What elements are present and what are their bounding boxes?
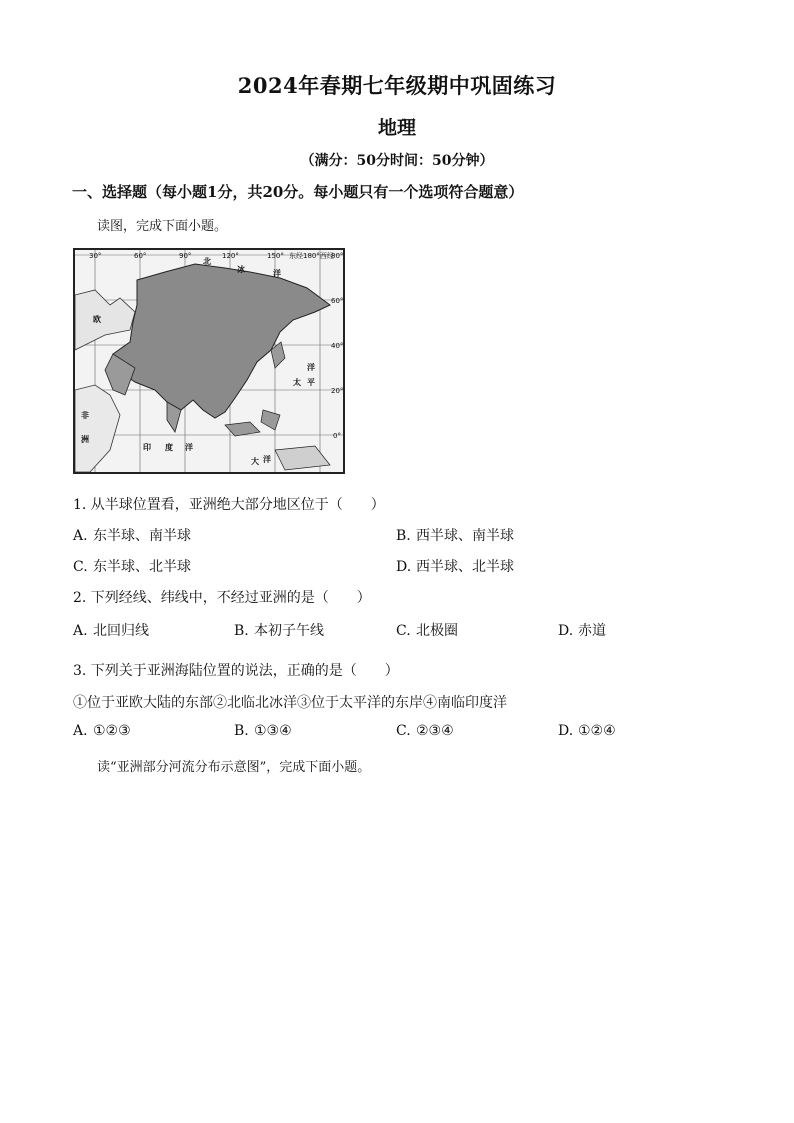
option-text: 北回归线 (93, 623, 149, 639)
option-letter: B. (396, 528, 411, 544)
question-2-stem: 2. 下列经线、纬线中，不经过亚洲的是（ ） (73, 590, 371, 606)
option-text: ①②③ (93, 723, 131, 739)
q2-option-d[interactable] (558, 620, 606, 640)
lat-label-80: 80° (331, 252, 343, 260)
lon-label-30: 30° (89, 252, 102, 260)
option-letter: A. (73, 528, 88, 544)
map-intro: 读图，完成下面小题。 (97, 219, 228, 234)
lon-label-150: 150° (267, 252, 284, 260)
option-letter: B. (234, 723, 249, 739)
option-text: 本初子午线 (254, 623, 324, 639)
option-text: 东半球、南半球 (93, 528, 191, 544)
q3-option-b[interactable] (234, 723, 292, 739)
option-letter: B. (234, 623, 249, 639)
option-text: ①②④ (578, 723, 616, 739)
option-letter: C. (396, 723, 411, 739)
document-title: 2024年春期七年级期中巩固练习 (237, 73, 557, 98)
q2-option-c[interactable] (396, 620, 458, 640)
option-text: 东半球、北半球 (93, 559, 191, 575)
q2-option-a[interactable] (73, 620, 149, 640)
q1-option-b[interactable] (396, 525, 514, 545)
map-word-da: 大 (251, 457, 259, 466)
map-word-yang1: 洋 (273, 269, 281, 278)
q3-option-c[interactable] (396, 723, 454, 739)
option-text: 西半球、北半球 (416, 559, 514, 575)
lon-label-180: 东经180°西经 (289, 252, 334, 260)
section-heading: 一、选择题（每小题1分，共20分。每小题只有一个选项符合题意） (72, 183, 524, 201)
map-word-bing: 冰 (237, 265, 245, 274)
option-text: 西半球、南半球 (416, 528, 514, 544)
lon-label-120: 120° (222, 252, 239, 260)
map-word-yang2: 洋 (307, 363, 315, 372)
q3-option-a[interactable] (73, 723, 131, 739)
option-letter: D. (558, 623, 574, 639)
map-word-yang4: 洋 (263, 455, 271, 464)
lat-label-40: 40° (331, 342, 343, 350)
option-letter: D. (396, 559, 412, 575)
lon-label-60: 60° (134, 252, 147, 260)
option-text: ②③④ (416, 723, 454, 739)
lon-label-90: 90° (179, 252, 192, 260)
q1-option-c[interactable] (73, 556, 191, 576)
option-text: ①③④ (254, 723, 292, 739)
question-1-stem: 1. 从半球位置看，亚洲绝大部分地区位于（ ） (73, 497, 385, 513)
map-word-tai: 太 (293, 378, 301, 387)
q2-option-b[interactable] (234, 620, 324, 640)
map-word-bei: 北 (203, 257, 211, 266)
map-word-yin: 印 (143, 443, 151, 452)
exam-meta: （满分：50分时间：50分钟） (300, 153, 494, 169)
lat-label-60: 60° (331, 297, 343, 305)
map-word-fei: 非 (81, 411, 89, 420)
q1-option-a[interactable] (73, 525, 191, 545)
subject-title: 地理 (377, 117, 416, 139)
option-text: 赤道 (578, 623, 606, 639)
option-letter: A. (73, 723, 88, 739)
asia-map-figure (73, 248, 345, 474)
option-letter: A. (73, 623, 88, 639)
question-3-stem: 3. 下列关于亚洲海陆位置的说法，正确的是（ ） (73, 663, 399, 679)
option-letter: D. (558, 723, 574, 739)
option-text: 北极圈 (416, 623, 458, 639)
question-3-statements: ①位于亚欧大陆的东部②北临北冰洋③位于太平洋的东岸④南临印度洋 (73, 695, 507, 711)
q3-option-d[interactable] (558, 723, 616, 739)
option-letter: C. (73, 559, 88, 575)
map-word-yang3: 洋 (185, 443, 193, 452)
q1-option-d[interactable] (396, 556, 514, 576)
asia-map (75, 250, 343, 472)
map-word-ping: 平 (307, 378, 315, 387)
map-word-du: 度 (165, 443, 173, 452)
lat-label-20: 20° (331, 387, 343, 395)
option-letter: C. (396, 623, 411, 639)
river-map-intro: 读“亚洲部分河流分布示意图”，完成下面小题。 (97, 760, 371, 775)
map-word-ou: 欧 (93, 315, 101, 324)
lat-label-0: 0° (333, 432, 341, 440)
map-word-zhou: 洲 (81, 435, 89, 444)
